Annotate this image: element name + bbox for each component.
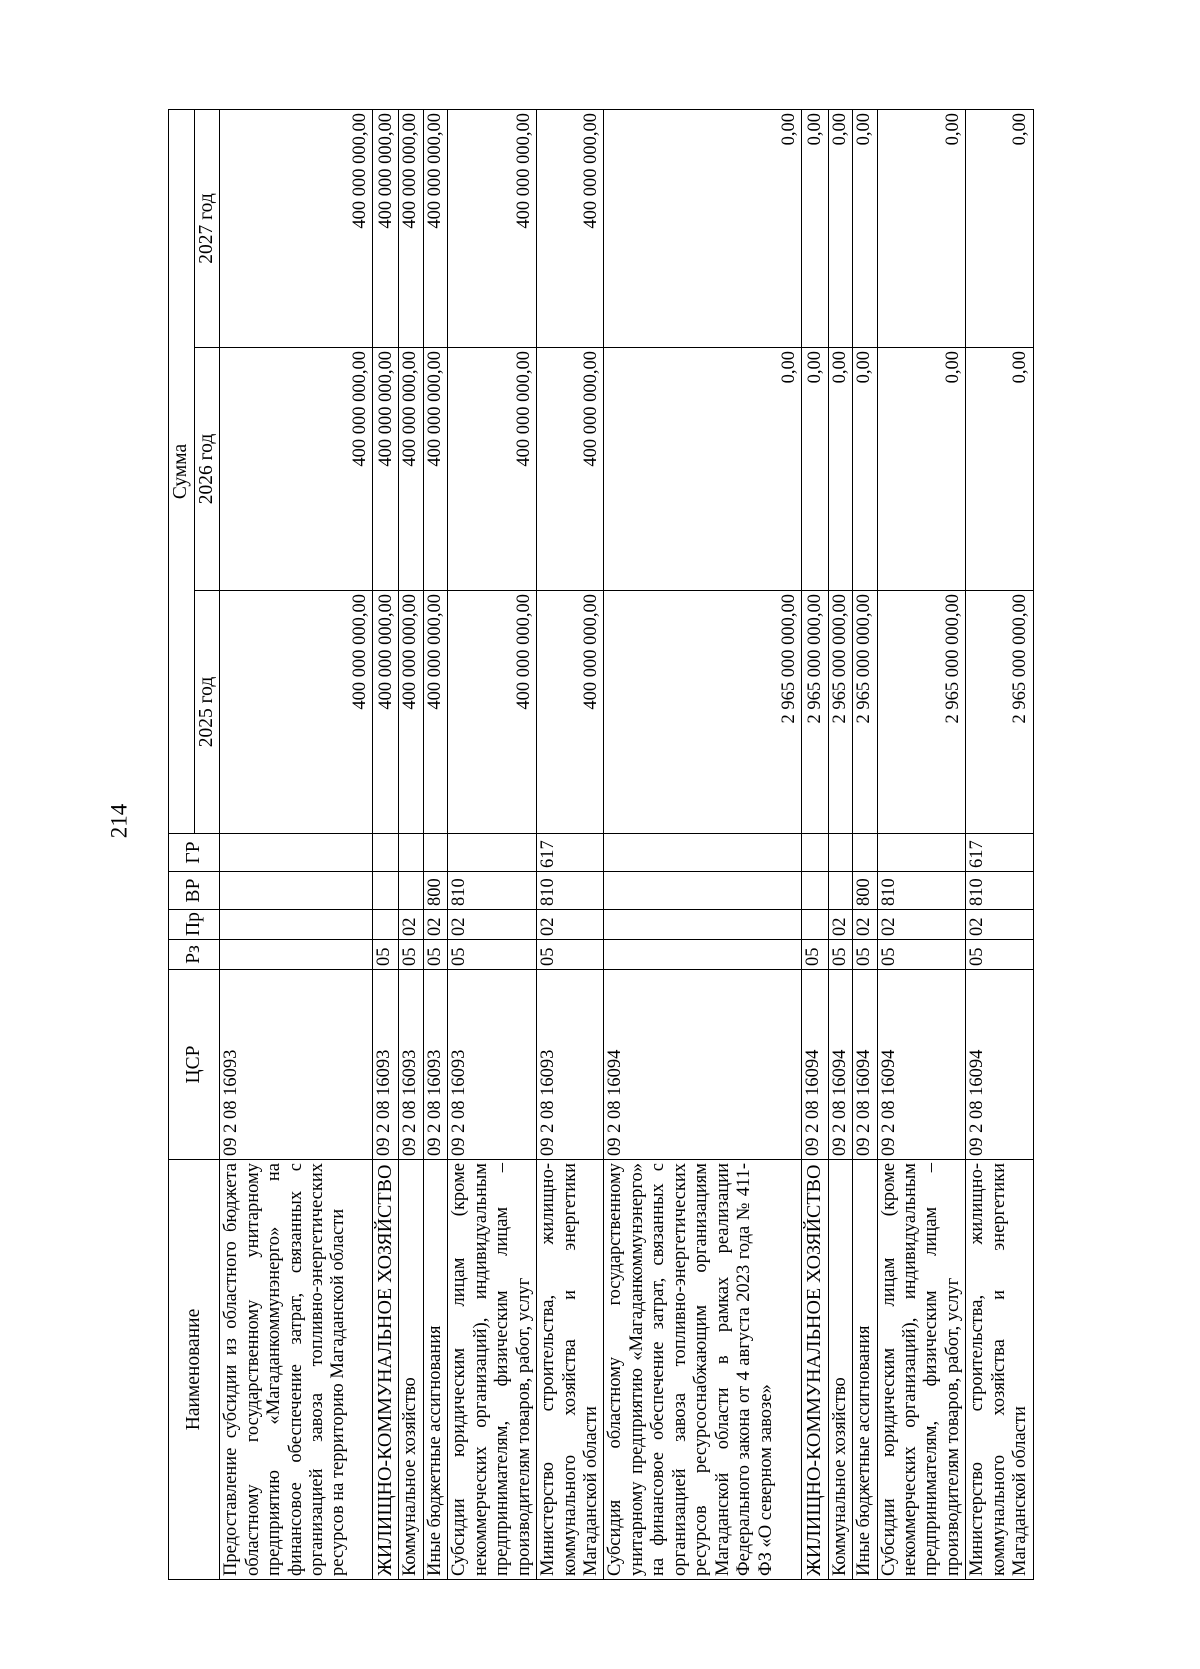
cell-rz: 05: [966, 940, 1033, 970]
cell-2025: 2 965 000 000,00: [604, 591, 802, 834]
cell-2025: 400 000 000,00: [373, 591, 399, 834]
cell-vr: [399, 872, 423, 910]
cell-rz: 05: [537, 940, 604, 970]
cell-name: Субсидии юридическим лицам (кроме некоммерческих организаций), индивидуальным предпринимателям, физическим лицам – производителям товаров, работ, услуг: [877, 1160, 966, 1580]
cell-rz: 05: [448, 940, 537, 970]
table-row: [966, 109, 1033, 1579]
cell-name: Субсидии юридическим лицам (кроме некоммерческих организаций), индивидуальным предпринимателям, физическим лицам – производителям товаров, работ, услуг: [448, 1160, 537, 1580]
cell-pr: [373, 910, 399, 940]
cell-name: Коммунальное хозяйство: [828, 1160, 852, 1580]
cell-csr: 09 2 08 16093: [423, 970, 447, 1160]
cell-vr: 810: [537, 872, 604, 910]
cell-2027: 0,00: [966, 109, 1033, 347]
cell-gr: [220, 834, 373, 872]
cell-2025: 400 000 000,00: [220, 591, 373, 834]
cell-gr: [373, 834, 399, 872]
cell-2027: 400 000 000,00: [399, 109, 423, 347]
cell-name: ЖИЛИЩНО-КОММУНАЛЬНОЕ ХОЗЯЙСТВО: [802, 1160, 828, 1580]
cell-gr: [448, 834, 537, 872]
table-row: [604, 109, 802, 1579]
header-csr: ЦСР: [169, 970, 220, 1160]
cell-pr: 02: [399, 910, 423, 940]
cell-vr: [604, 872, 802, 910]
table-row: [877, 109, 966, 1579]
cell-gr: [604, 834, 802, 872]
table-row: [828, 109, 852, 1579]
cell-csr: 09 2 08 16094: [828, 970, 852, 1160]
cell-gr: [802, 834, 828, 872]
table-row: [373, 109, 399, 1579]
cell-2025: 2 965 000 000,00: [828, 591, 852, 834]
cell-csr: 09 2 08 16093: [399, 970, 423, 1160]
header-2027: 2027 год: [194, 109, 220, 347]
cell-vr: [828, 872, 852, 910]
cell-gr: 617: [537, 834, 604, 872]
cell-csr: 09 2 08 16094: [877, 970, 966, 1160]
cell-csr: 09 2 08 16094: [604, 970, 802, 1160]
cell-gr: [877, 834, 966, 872]
cell-csr: 09 2 08 16094: [966, 970, 1033, 1160]
cell-2025: 2 965 000 000,00: [802, 591, 828, 834]
cell-csr: 09 2 08 16094: [853, 970, 877, 1160]
cell-2025: 2 965 000 000,00: [853, 591, 877, 834]
cell-rz: 05: [828, 940, 852, 970]
table-row: [423, 109, 447, 1579]
cell-csr: 09 2 08 16093: [537, 970, 604, 1160]
cell-2025: 400 000 000,00: [537, 591, 604, 834]
cell-2027: 400 000 000,00: [448, 109, 537, 347]
cell-2027: 0,00: [853, 109, 877, 347]
cell-gr: [828, 834, 852, 872]
cell-2027: 400 000 000,00: [220, 109, 373, 347]
cell-pr: 02: [537, 910, 604, 940]
cell-rz: [604, 940, 802, 970]
cell-2026: 0,00: [828, 348, 852, 591]
cell-name: Министерство строительства, жилищно-коммунального хозяйства и энергетики Магаданской области: [537, 1160, 604, 1580]
cell-2027: 400 000 000,00: [373, 109, 399, 347]
header-name: Наименование: [169, 1160, 220, 1580]
cell-csr: 09 2 08 16093: [373, 970, 399, 1160]
header-gr: ГР: [169, 834, 220, 872]
cell-2027: 0,00: [802, 109, 828, 347]
header-vr: ВР: [169, 872, 220, 910]
cell-vr: 810: [877, 872, 966, 910]
cell-pr: 02: [423, 910, 447, 940]
table-header-row: [169, 109, 195, 1579]
cell-2025: 400 000 000,00: [399, 591, 423, 834]
cell-csr: 09 2 08 16093: [448, 970, 537, 1160]
cell-name: Иные бюджетные ассигнования: [423, 1160, 447, 1580]
cell-2026: 400 000 000,00: [423, 348, 447, 591]
cell-2026: 0,00: [604, 348, 802, 591]
cell-gr: 617: [966, 834, 1033, 872]
cell-2026: 400 000 000,00: [373, 348, 399, 591]
cell-name: ЖИЛИЩНО-КОММУНАЛЬНОЕ ХОЗЯЙСТВО: [373, 1160, 399, 1580]
cell-pr: 02: [448, 910, 537, 940]
cell-pr: 02: [828, 910, 852, 940]
table-row: [399, 109, 423, 1579]
cell-2026: 0,00: [877, 348, 966, 591]
cell-2025: 400 000 000,00: [448, 591, 537, 834]
cell-vr: [373, 872, 399, 910]
cell-pr: [802, 910, 828, 940]
cell-vr: [220, 872, 373, 910]
rotated-table-container: [168, 110, 1068, 1580]
cell-vr: 800: [853, 872, 877, 910]
table-row: [537, 109, 604, 1579]
table-row: [853, 109, 877, 1579]
cell-name: Иные бюджетные ассигнования: [853, 1160, 877, 1580]
cell-2026: 400 000 000,00: [220, 348, 373, 591]
cell-vr: 810: [448, 872, 537, 910]
cell-2027: 400 000 000,00: [423, 109, 447, 347]
cell-2026: 0,00: [966, 348, 1033, 591]
cell-2027: 400 000 000,00: [537, 109, 604, 347]
cell-rz: 05: [853, 940, 877, 970]
cell-gr: [399, 834, 423, 872]
cell-name: Субсидия областному государственному унитарному предприятию «Магаданкоммунэнерго» на финансовое обеспечение затрат, связанных с организацией завоза топливно-энергетических ресурсов ресурсоснабжающим организациям Магаданской области в рамках реализации Федерального закона от 4 августа 2023 года № 411-ФЗ «О северном завозе»: [604, 1160, 802, 1580]
cell-pr: 02: [966, 910, 1033, 940]
cell-pr: 02: [877, 910, 966, 940]
cell-2026: 0,00: [853, 348, 877, 591]
cell-name: Предоставление субсидии из областного бюджета областному государственному унитарному предприятию «Магаданкоммунэнерго» на финансовое обеспечение затрат, связанных с организацией завоза топливно-энергетических ресурсов на территорию Магаданской области: [220, 1160, 373, 1580]
header-2026: 2026 год: [194, 348, 220, 591]
table-row: [802, 109, 828, 1579]
cell-2025: 2 965 000 000,00: [966, 591, 1033, 834]
cell-vr: [802, 872, 828, 910]
header-rz: Рз: [169, 940, 220, 970]
header-pr: Пр: [169, 910, 220, 940]
table-row: [220, 109, 373, 1579]
page-number: 214: [106, 803, 132, 839]
cell-pr: [220, 910, 373, 940]
cell-2025: 2 965 000 000,00: [877, 591, 966, 834]
cell-pr: [604, 910, 802, 940]
cell-gr: [423, 834, 447, 872]
cell-vr: 810: [966, 872, 1033, 910]
cell-csr: 09 2 08 16093: [220, 970, 373, 1160]
cell-2026: 400 000 000,00: [448, 348, 537, 591]
cell-rz: 05: [399, 940, 423, 970]
cell-vr: 800: [423, 872, 447, 910]
cell-2025: 400 000 000,00: [423, 591, 447, 834]
cell-2027: 0,00: [604, 109, 802, 347]
header-sum: Сумма: [169, 109, 195, 833]
cell-name: Коммунальное хозяйство: [399, 1160, 423, 1580]
cell-rz: 05: [423, 940, 447, 970]
header-2025: 2025 год: [194, 591, 220, 834]
cell-name: Министерство строительства, жилищно-коммунального хозяйства и энергетики Магаданской области: [966, 1160, 1033, 1580]
cell-csr: 09 2 08 16094: [802, 970, 828, 1160]
cell-2026: 0,00: [802, 348, 828, 591]
cell-2027: 0,00: [828, 109, 852, 347]
table-row: [448, 109, 537, 1579]
budget-table: [168, 109, 1034, 1580]
cell-2027: 0,00: [877, 109, 966, 347]
cell-rz: 05: [802, 940, 828, 970]
cell-rz: 05: [373, 940, 399, 970]
cell-rz: [220, 940, 373, 970]
cell-rz: 05: [877, 940, 966, 970]
cell-pr: 02: [853, 910, 877, 940]
cell-2026: 400 000 000,00: [537, 348, 604, 591]
cell-gr: [853, 834, 877, 872]
cell-2026: 400 000 000,00: [399, 348, 423, 591]
